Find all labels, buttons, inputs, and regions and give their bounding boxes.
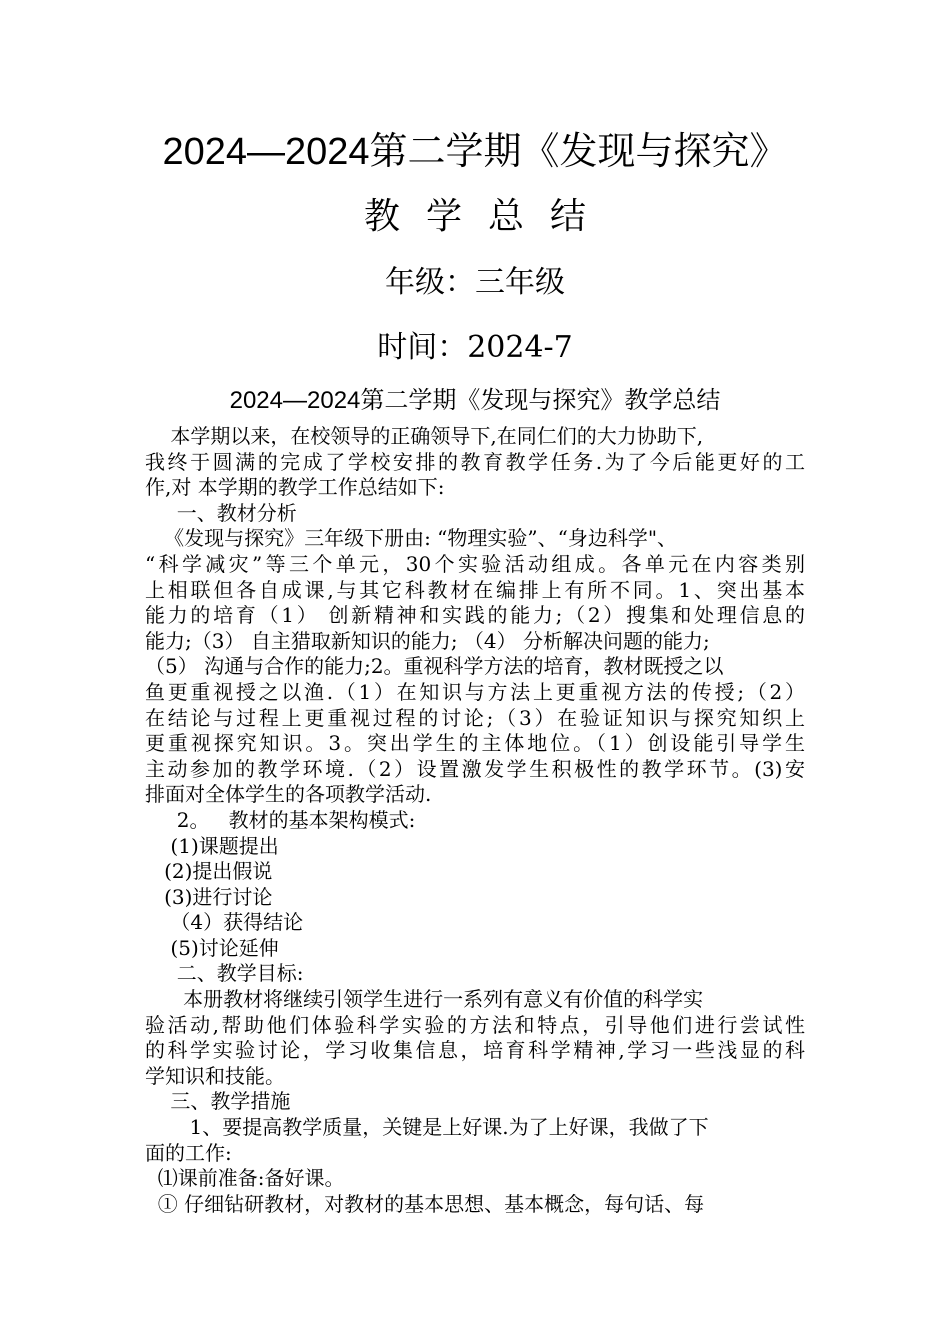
text-line: 上相联但各自成课,与其它科教材在编排上有所不同。1、突出基本 bbox=[145, 577, 805, 602]
text-line: 更重视探究知识。3。突出学生的主体地位。（1）创设能引导学生 bbox=[145, 731, 805, 756]
text-line: 《发现与探究》三年级下册由: “物理实验”、“身边科学"、 bbox=[145, 526, 678, 551]
text-line: (3)进行讨论 bbox=[145, 884, 273, 909]
text-line: 我终于圆满的完成了学校安排的教育教学任务.为了今后能更好的工 bbox=[145, 449, 805, 474]
text-line: 主动参加的教学环境.（2）设置激发学生积极性的教学环节。(3)安 bbox=[145, 756, 805, 781]
document-title: 2024—2024第二学期《发现与探究》 bbox=[162, 131, 788, 173]
text-line: （5） 沟通与合作的能力;2。重视科学方法的培育，教材既授之以 bbox=[145, 654, 724, 679]
text-line: 学知识和技能。 bbox=[145, 1063, 285, 1088]
text-line: （4）获得结论 bbox=[145, 910, 304, 935]
text-line: (1)课题提出 bbox=[145, 833, 279, 858]
text-line: ⑴课前准备:备好课。 bbox=[145, 1166, 345, 1191]
text-line: 作,对 本学期的教学工作总结如下: bbox=[145, 475, 445, 500]
text-line: 本册教材将继续引领学生进行一系列有意义有价值的科学实 bbox=[145, 987, 704, 1012]
text-line: “科学减灾”等三个单元，30个实验活动组成。各单元在内容类别 bbox=[145, 551, 805, 576]
text-line: ① 仔细钻研教材，对教材的基本思想、基本概念，每句话、每 bbox=[145, 1191, 705, 1216]
section-heading: 2024—2024第二学期《发现与探究》教学总结 bbox=[229, 387, 721, 414]
text-line: 2。 教材的基本架构模式: bbox=[145, 807, 416, 832]
text-line: 排面对全体学生的各项教学活动. bbox=[145, 782, 432, 807]
text-line: 三、教学措施 bbox=[145, 1089, 291, 1114]
text-line: 能力;（3） 自主猎取新知识的能力; （4） 分析解决问题的能力; bbox=[145, 628, 710, 653]
text-line: 能力的培育（1） 创新精神和实践的能力;（2）搜集和处理信息的 bbox=[145, 603, 805, 628]
text-line: 在结论与过程上更重视过程的讨论;（3）在验证知识与探究知织上 bbox=[145, 705, 805, 730]
text-line: 面的工作: bbox=[145, 1140, 232, 1165]
text-line: (5)讨论延伸 bbox=[145, 935, 279, 960]
document-subtitle: 教学总结 bbox=[363, 196, 612, 237]
text-line: 验活动,帮助他们体验科学实验的方法和特点，引导他们进行尝试性 bbox=[145, 1012, 805, 1037]
text-line: (2)提出假说 bbox=[145, 859, 273, 884]
text-line: 二、教学目标: bbox=[145, 961, 304, 986]
text-line: 一、教材分析 bbox=[145, 500, 297, 525]
text-line: 鱼更重视授之以渔.（1）在知识与方法上更重视方法的传授;（2） bbox=[145, 679, 805, 704]
grade-line: 年级：三年级 bbox=[385, 265, 565, 300]
time-line: 时间：2024-7 bbox=[377, 330, 573, 365]
text-line: 本学期以来，在校领导的正确领导下,在同仁们的大力协助下, bbox=[145, 424, 704, 448]
text-line: 的科学实验讨论，学习收集信息，培育科学精神,学习一些浅显的科 bbox=[145, 1038, 805, 1063]
body-text bbox=[145, 424, 805, 1217]
text-line: 1、要提高教学质量，关键是上好课.为了上好课，我做了下 bbox=[145, 1115, 709, 1140]
